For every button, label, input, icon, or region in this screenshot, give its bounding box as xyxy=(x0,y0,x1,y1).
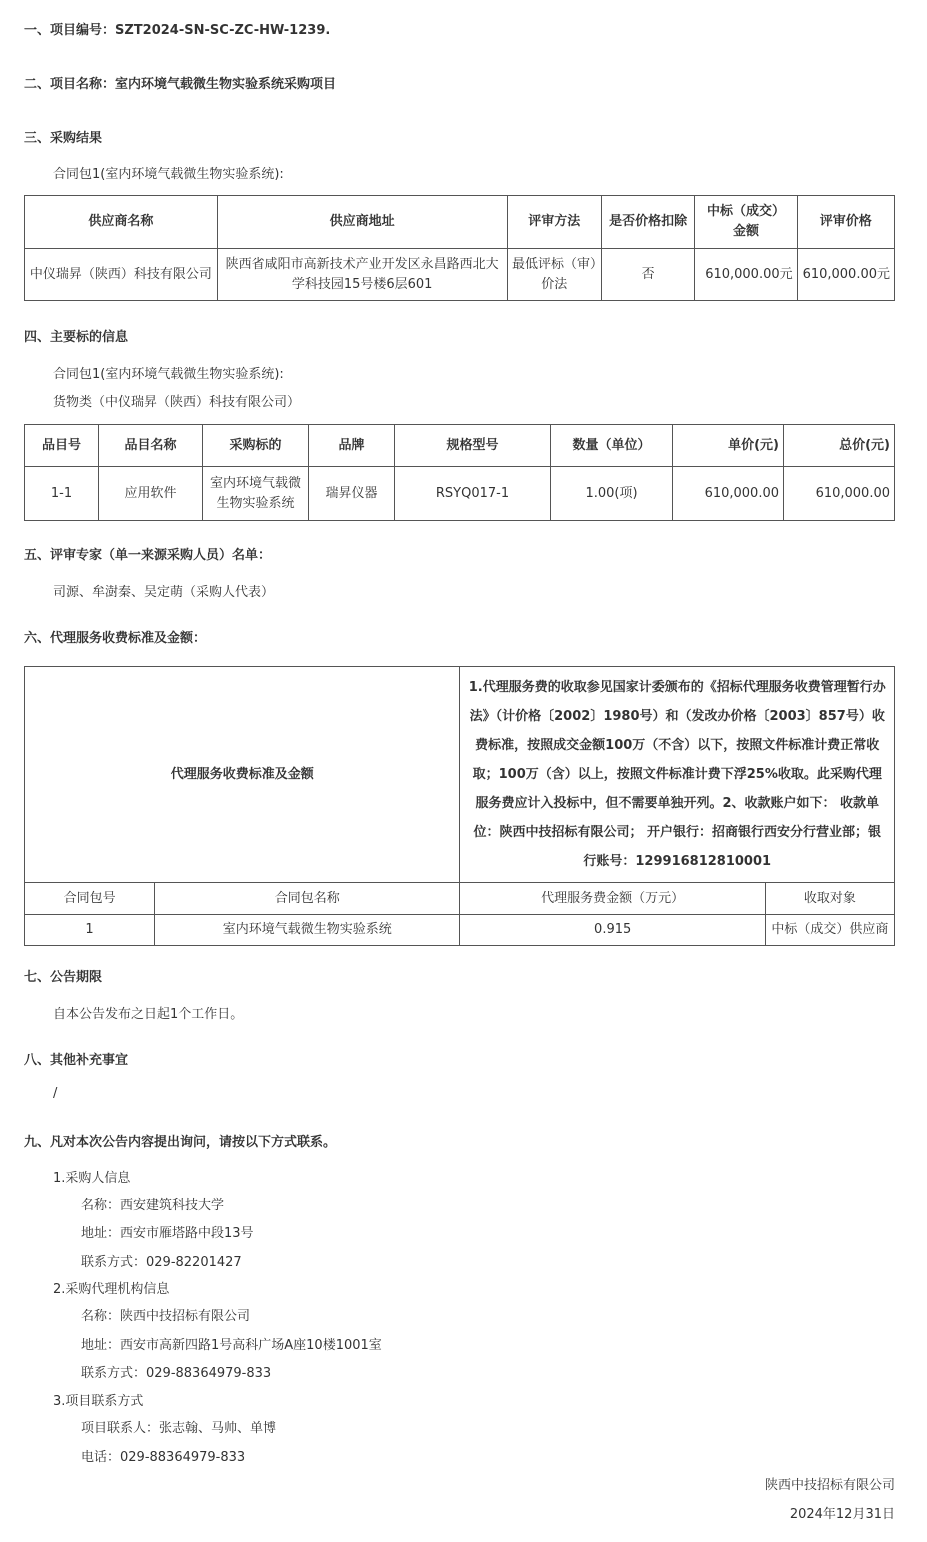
section-title-8: 八、其他补充事宜 xyxy=(24,1053,129,1068)
package-name: 室内环境气载微生物实验系统 xyxy=(155,915,460,946)
purchaser-name: 名称：西安建筑科技大学 xyxy=(81,1198,225,1213)
project-name-value: 室内环境气载微生物实验系统采购项目 xyxy=(115,77,337,92)
table-header-row xyxy=(25,425,895,467)
project-number xyxy=(24,19,330,38)
total-price: 610,000.00 xyxy=(784,467,895,521)
col-header: 品牌 xyxy=(309,425,395,467)
fee-payer: 中标（成交）供应商 xyxy=(765,915,894,946)
agency-heading: 2.采购代理机构信息 xyxy=(53,1282,170,1297)
item-name: 应用软件 xyxy=(99,467,203,521)
table-row xyxy=(25,467,895,521)
agency-address: 地址：西安市高新四路1号高科广场A座10楼1001室 xyxy=(81,1338,382,1353)
price-deduction: 否 xyxy=(601,249,694,301)
main-items-table xyxy=(24,424,895,521)
model: RSYQ017-1 xyxy=(395,467,551,521)
section-title-3: 三、采购结果 xyxy=(24,131,103,146)
footer-organization: 陕西中技招标有限公司 xyxy=(764,1478,895,1493)
fee-standard-label: 代理服务收费标准及金额 xyxy=(25,667,460,883)
contract-package-label: 合同包1(室内环境气载微生物实验系统): xyxy=(53,167,284,182)
col-header: 收取对象 xyxy=(765,883,894,915)
fee-standard-text: 1.代理服务费的收取参见国家计委颁布的《招标代理服务收费管理暂行办法》（计价格〔2002〕1980号）和（发改办价格〔2003〕857号）收费标准，按照成交金额100万（不含）以下，按照文件标准计费正常收取；100万（含）以上，按照文件标准计费下浮25%收取。此采购代理服务费应计入投标中，但不需要单独开列。2、收款账户如下： 收款单位：陕西中技招标有限公司； 开户银行：招商银行西安分行营业部；银行账号：129916812810001 xyxy=(460,667,895,883)
col-header: 是否价格扣除 xyxy=(601,196,694,249)
review-method: 最低评标（审）价法 xyxy=(507,249,601,301)
unit-price: 610,000.00 xyxy=(673,467,784,521)
section-title-5: 五、评审专家（单一来源采购人员）名单： xyxy=(24,548,272,563)
contract-package-label-2: 合同包1(室内环境气载微生物实验系统): xyxy=(53,367,284,382)
col-header: 合同包号 xyxy=(25,883,155,915)
project-contact-person: 项目联系人：张志翰、马帅、单博 xyxy=(81,1421,277,1436)
section-title-6: 六、代理服务收费标准及金额： xyxy=(24,631,207,646)
supplier-name: 中仪瑞昇（陕西）科技有限公司 xyxy=(25,249,218,301)
col-header: 规格型号 xyxy=(395,425,551,467)
item-number: 1-1 xyxy=(25,467,99,521)
table-header-row xyxy=(25,883,895,915)
table-row xyxy=(25,915,895,946)
project-contact-phone: 电话：029-88364979-833 xyxy=(81,1450,246,1465)
package-number: 1 xyxy=(25,915,155,946)
agency-fee-table xyxy=(24,666,895,946)
project-contact-heading: 3.项目联系方式 xyxy=(53,1394,144,1409)
fee-amount: 0.915 xyxy=(460,915,765,946)
fee-standard-row xyxy=(25,667,895,883)
goods-category: 货物类（中仪瑞昇（陕西）科技有限公司） xyxy=(53,395,301,410)
notice-period: 自本公告发布之日起1个工作日。 xyxy=(53,1007,244,1022)
col-header: 中标（成交） 金额 xyxy=(695,196,797,249)
purchaser-address: 地址：西安市雁塔路中段13号 xyxy=(81,1226,254,1241)
section-title-9: 九、凡对本次公告内容提出询问，请按以下方式联系。 xyxy=(24,1135,337,1150)
col-header: 总价(元) xyxy=(784,425,895,467)
brand: 瑞昇仪器 xyxy=(309,467,395,521)
award-amount: 610,000.00元 xyxy=(695,249,797,301)
supplier-address: 陕西省咸阳市高新技术产业开发区永昌路西北大学科技园15号楼6层601 xyxy=(217,249,507,301)
project-name xyxy=(24,73,336,92)
footer-date: 2024年12月31日 xyxy=(789,1507,895,1522)
agency-name: 名称：陕西中技招标有限公司 xyxy=(81,1309,251,1324)
project-number-label: 一、项目编号： xyxy=(24,23,116,38)
col-header: 品目名称 xyxy=(99,425,203,467)
col-header: 品目号 xyxy=(25,425,99,467)
project-number-value: SZT2024-SN-SC-ZC-HW-1239. xyxy=(115,23,331,38)
col-header: 评审方法 xyxy=(507,196,601,249)
table-row xyxy=(25,249,895,301)
section-title-4: 四、主要标的信息 xyxy=(24,330,129,345)
col-header: 供应商地址 xyxy=(217,196,507,249)
agency-phone: 联系方式：029-88364979-833 xyxy=(81,1366,272,1381)
procurement-result-table xyxy=(24,195,895,301)
review-price: 610,000.00元 xyxy=(797,249,894,301)
procurement-subject: 室内环境气载微生物实验系统 xyxy=(203,467,309,521)
purchaser-heading: 1.采购人信息 xyxy=(53,1171,131,1186)
col-header: 采购标的 xyxy=(203,425,309,467)
section-title-7: 七、公告期限 xyxy=(24,970,103,985)
quantity: 1.00(项) xyxy=(551,467,673,521)
col-header: 合同包名称 xyxy=(155,883,460,915)
col-header: 代理服务费金额（万元） xyxy=(460,883,765,915)
supplementary-matters: / xyxy=(53,1086,58,1101)
col-header: 供应商名称 xyxy=(25,196,218,249)
table-header-row xyxy=(25,196,895,249)
col-header: 评审价格 xyxy=(797,196,894,249)
project-name-label: 二、项目名称： xyxy=(24,77,116,92)
expert-names: 司源、牟澍秦、吴定萌（采购人代表） xyxy=(53,585,275,600)
col-header: 单价(元) xyxy=(673,425,784,467)
col-header: 数量（单位） xyxy=(551,425,673,467)
purchaser-phone: 联系方式：029-82201427 xyxy=(81,1255,242,1270)
